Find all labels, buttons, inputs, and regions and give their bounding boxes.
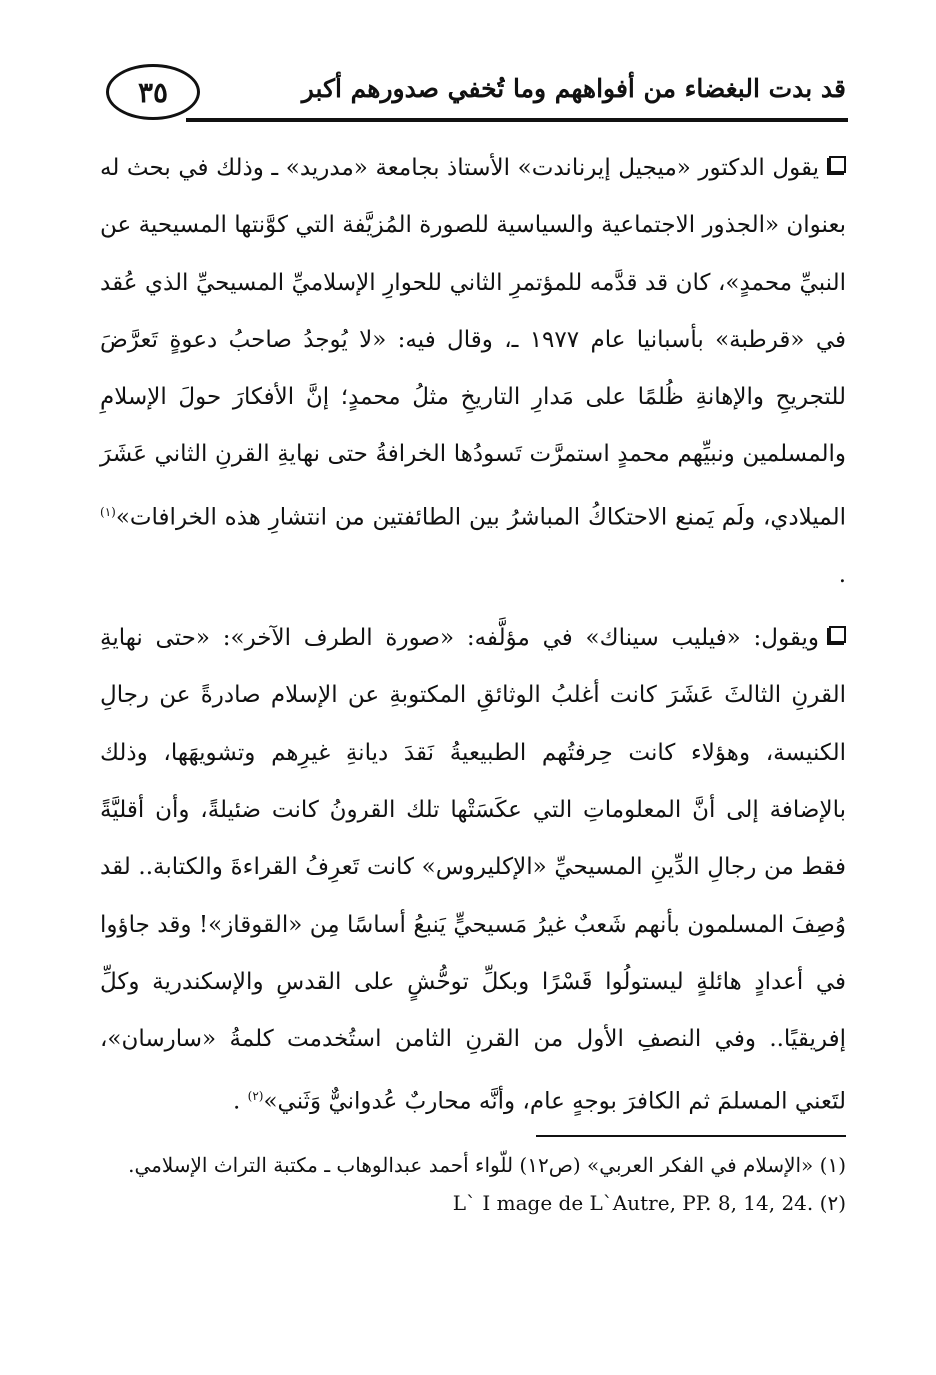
footnote-1: (١) «الإسلام في الفكر العربي» (ص١٢) للّواء أحمد عبدالوهاب ـ مكتبة التراث الإسلامي. bbox=[128, 1153, 846, 1177]
paragraph bbox=[100, 140, 846, 604]
footnote-divider bbox=[536, 1135, 846, 1137]
page-number: ٣٥ bbox=[137, 75, 169, 109]
square-bullet-icon bbox=[829, 156, 846, 173]
main-text bbox=[100, 140, 846, 1131]
paragraph-end-mark: . bbox=[838, 561, 846, 588]
footnote-2: L` I mage de L`Autre, PP. 8, 14, 24. (٢) bbox=[452, 1191, 846, 1215]
footnote-ref: (١) bbox=[100, 504, 116, 519]
footnote-ref: (٢) bbox=[247, 1089, 264, 1104]
paragraph-text: يقول الدكتور «ميجيل إيرناندت» الأستاذ بجامعة «مدريد» ـ وذلك في بحث له بعنوان «الجذور الاجتماعية والسياسية للصورة المُزيَّفة التي كوَّنتها المسيحية عن النبيِّ محمدٍ»، كان قد قدَّمه للمؤتمرِ الثاني للحوارِ الإسلاميِّ المسيحيِّ الذي عُقد في «قرطبة» بأسبانيا عام ١٩٧٧ ـ، وقال فيه: «لا يُوجدُ صاحبُ دعوةٍ تَعرَّضَ للتجريحِ والإهانةِ ظُلمًا على مَدارِ التاريخِ مثلُ محمدٍ؛ إنَّ الأفكارَ حولَ الإسلامِ والمسلمين ونبيِّهم محمدٍ استمرَّت تَسودُها الخرافةُ حتى نهايةِ القرنِ الثاني عَشَرَ الميلادي، ولَم يَمنع الاحتكاكُ المباشرُ بين الطائفتين من انتشارِ هذه الخرافات» bbox=[100, 155, 846, 531]
paragraph bbox=[100, 610, 846, 1131]
square-bullet-icon bbox=[829, 626, 846, 643]
header-divider bbox=[186, 118, 848, 122]
running-title: قد بدت البغضاء من أفواههم وما تُخفي صدورهم أكبر bbox=[301, 74, 846, 103]
paragraph-end-mark: . bbox=[233, 1089, 241, 1116]
footnotes bbox=[100, 1146, 846, 1222]
page-header bbox=[100, 62, 848, 122]
page-number-badge bbox=[106, 64, 200, 120]
paragraph-text: ويقول: «فيليب سيناك» في مؤلَّفه: «صورة الطرف الآخر»: «حتى نهايةِ القرنِ الثالثَ عَشَرَ كانت أغلبُ الوثائقِ المكتوبةِ عن الإسلام صادرةً عن رجالِ الكنيسة، وهؤلاء كانت حِرفتُهم الطبيعيةُ نَقدَ ديانةِ غيرِهم وتشويهَها، وذلك بالإضافة إلى أنَّ المعلوماتِ التي عكَسَتْها تلك القرونُ كانت ضئيلةً، وأن أقليَّةً فقط من رجالِ الدِّينِ المسيحيِّ «الإكليروس» كانت تَعرِفُ القراءةَ والكتابة.. لقد وُصِفَ المسلمون بأنهم شَعبٌ غيرُ مَسيحيٍّ يَنبعُ أساسًا مِن «القوقاز»! وقد جاؤوا في أعدادٍ هائلةٍ ليستولُوا قَسْرًا وبكلِّ توحُّشٍ على القدسِ والإسكندرية وكلِّ إفريقيًا.. وفي النصفِ الأول من القرنِ الثامن استُخدمت كلمةُ «سارسان»، لتَعني المسلمَ ثم الكافرَ بوجهٍ عام، وأنَّه محاربٌ عُدوانيٌّ وَثَني» bbox=[100, 625, 846, 1116]
